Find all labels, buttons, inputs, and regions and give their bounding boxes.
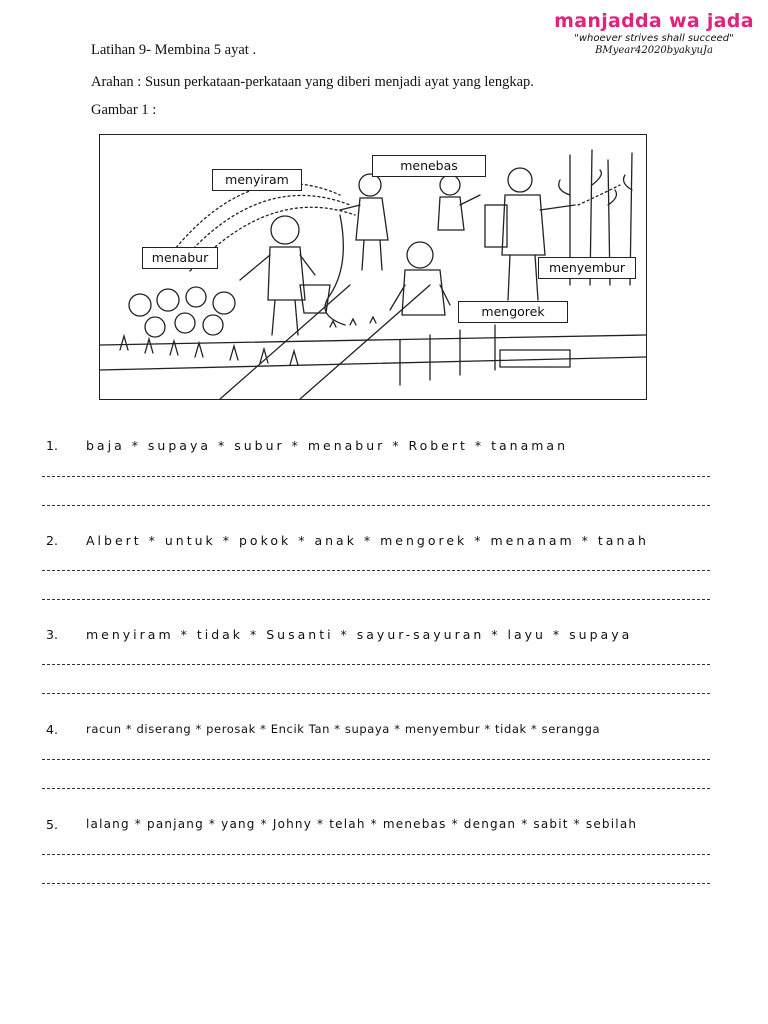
answer-line[interactable] [42, 883, 710, 884]
tag-menebas: menebas [372, 155, 486, 177]
question-number: 5. [46, 817, 58, 832]
exercise-title: Latihan 9- Membina 5 ayat . [91, 42, 257, 58]
answer-line[interactable] [42, 759, 710, 760]
question-number: 2. [46, 533, 58, 548]
answer-line[interactable] [42, 505, 710, 506]
answer-line[interactable] [42, 854, 710, 855]
answer-line[interactable] [42, 476, 710, 477]
tag-mengorek: mengorek [458, 301, 568, 323]
question-words: lalang * panjang * yang * Johny * telah * menebas * dengan * sabit * sebilah [86, 817, 638, 831]
brand-quote: "whoever strives shall succeed" [574, 33, 734, 44]
brand-credit: BMyear42020byakyuJa [595, 45, 713, 56]
question-number: 1. [46, 438, 58, 453]
question-number: 4. [46, 722, 58, 737]
question-words: racun * diserang * perosak * Encik Tan * supaya * menyembur * tidak * serangga [86, 722, 601, 736]
answer-line[interactable] [42, 570, 710, 571]
question-number: 3. [46, 627, 58, 642]
answer-line[interactable] [42, 664, 710, 665]
question-words: Albert * untuk * pokok * anak * mengorek * menanam * tanah [86, 533, 649, 548]
picture-label: Gambar 1 : [91, 102, 157, 118]
brand-title: manjadda wa jada [554, 10, 754, 32]
tag-menyiram: menyiram [212, 169, 302, 191]
question-words: baja * supaya * subur * menabur * Robert * tanaman [86, 438, 569, 453]
instruction-text: Arahan : Susun perkataan-perkataan yang diberi menjadi ayat yang lengkap. [91, 74, 534, 90]
tag-menabur: menabur [142, 247, 218, 269]
tag-menyembur: menyembur [538, 257, 636, 279]
answer-line[interactable] [42, 693, 710, 694]
answer-line[interactable] [42, 599, 710, 600]
garden-illustration [99, 134, 647, 400]
brand-block [554, 10, 754, 56]
question-words: menyiram * tidak * Susanti * sayur-sayuran * layu * supaya [86, 627, 633, 642]
answer-line[interactable] [42, 788, 710, 789]
